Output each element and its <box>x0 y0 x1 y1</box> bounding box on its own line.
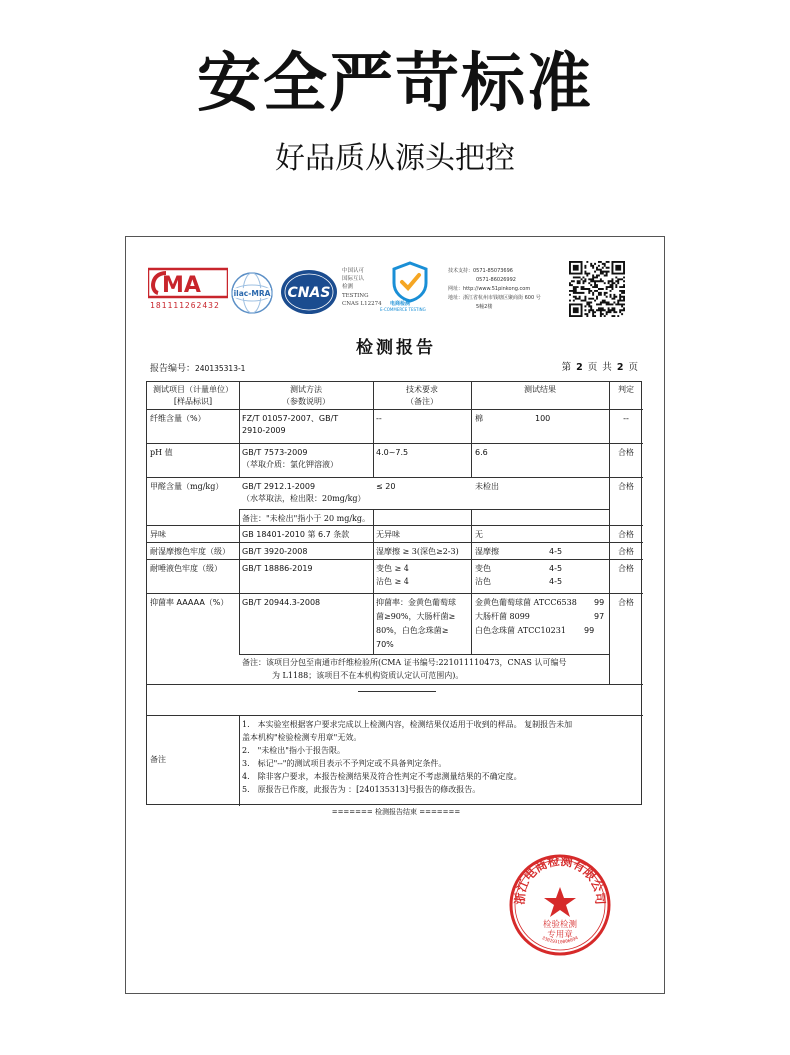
row-rubbing-result-label: 湿摩擦 <box>475 547 499 556</box>
row-ph-item: pH 值 <box>150 448 173 457</box>
header-item: 测试项目（计量单位） <box>153 385 233 394</box>
row-antibacterial-result-value-3: 99 <box>584 626 595 635</box>
header-judgment: 判定 <box>618 385 634 394</box>
headline: 安全严苛标准 <box>197 47 593 121</box>
row-antibacterial-req-2: 菌≥90%，大肠杆菌≥ <box>376 612 456 621</box>
row-formaldehyde-method-2: （水萃取法，检出限：20mg/kg） <box>242 494 366 503</box>
ecommerce-testing-sublabel: E-COMMERCE TESTING <box>380 307 426 312</box>
results-table <box>146 381 642 805</box>
svg-text:33019310006694: 33019310006694 <box>540 935 580 946</box>
row-ph-method: GB/T 7573-2009 <box>242 448 308 457</box>
remark-3: 3. 标记"--"的测试项目表示不予判定或不具备判定条件。 <box>242 759 447 768</box>
row-formaldehyde-req: ≤ 20 <box>376 482 396 491</box>
row-saliva-method: GB/T 18886-2019 <box>242 564 313 573</box>
row-formaldehyde-note: 备注："未检出"指小于 20 mg/kg。 <box>242 514 370 523</box>
page-indicator: 第 2 页 共 2 页 <box>561 362 638 373</box>
svg-text:浙江电商检测有限公司: 浙江电商检测有限公司 <box>512 853 608 906</box>
row-fiber-req: -- <box>376 414 382 423</box>
remark-4: 4. 除非客户要求，本报告检测结果及符合性判定不考虑测量结果的不确定度。 <box>242 772 522 781</box>
row-formaldehyde-method: GB/T 2912.1-2009 <box>242 482 316 491</box>
row-antibacterial-result-label-3: 白色念珠菌 ATCC10231 <box>475 626 566 635</box>
separator-line <box>358 691 436 692</box>
row-antibacterial-result-value-1: 99 <box>594 598 605 607</box>
header-method: 测试方法 <box>290 385 322 394</box>
header-requirement: 技术要求 <box>406 385 438 394</box>
row-odor-method: GB 18401-2010 第 6.7 条款 <box>242 530 350 539</box>
row-saliva-item: 耐唾液色牢度（级） <box>150 564 222 573</box>
row-saliva-result-label-2: 沾色 <box>475 577 491 586</box>
report-title: 检测报告 <box>356 338 436 358</box>
remark-1: 1. 本实验室根据客户要求完成以上检测内容，检测结果仅适用于收到的样品。 复制报告未加 <box>242 720 573 729</box>
ecommerce-testing-logo <box>388 261 432 303</box>
remarks-label: 备注 <box>150 755 166 764</box>
row-fiber-result-value: 100 <box>535 414 551 423</box>
row-saliva-result-value-2: 4-5 <box>549 577 563 586</box>
row-odor-req: 无异味 <box>376 530 400 539</box>
ecommerce-testing-label: 电商检测 <box>390 301 411 307</box>
row-fiber-result-label: 棉 <box>475 414 483 423</box>
row-antibacterial-item: 抑菌率 AAAAA（%） <box>150 598 229 607</box>
report-number: 报告编号：240135313-1 <box>150 364 246 374</box>
report-end-marker: ======= 检测报告结束 ======= <box>331 808 461 816</box>
header-requirement-sub: （备注） <box>406 397 438 406</box>
row-saliva-req-2: 沾色 ≥ 4 <box>376 577 409 586</box>
row-antibacterial-req-4: 70% <box>376 640 394 649</box>
svg-text:专用章: 专用章 <box>547 930 573 940</box>
row-odor-result: 无 <box>475 530 483 539</box>
row-ph-result: 6.6 <box>475 448 488 457</box>
svg-text:CNAS: CNAS <box>287 285 331 301</box>
official-seal-stamp <box>508 853 612 957</box>
row-antibacterial-result-label-1: 金黄色葡萄球菌 ATCC6538 <box>475 598 577 607</box>
row-odor-judgment: 合格 <box>618 530 634 539</box>
lab-contact-info: 技术支持：0571-85073696 0571-86026992 网址：http://www.51pinkong.com 地址：浙江省杭州市钱塘区聚商街 600 号 5幢2楼 <box>448 268 541 310</box>
row-ph-judgment: 合格 <box>618 448 634 457</box>
cnas-accreditation-text: 中国认可 国际互认 检测 TESTING CNAS L12274 <box>342 268 382 307</box>
row-antibacterial-note-2: 为 L1188；该项目不在本机构资质认定认可范围内)。 <box>272 671 464 680</box>
row-fiber-judgment: -- <box>623 414 629 423</box>
test-report-document <box>125 236 665 994</box>
header-item-sub: [样品标识] <box>173 397 213 406</box>
svg-text:ilac-MRA: ilac-MRA <box>233 289 271 298</box>
row-rubbing-result-value: 4-5 <box>549 547 563 556</box>
row-rubbing-method: GB/T 3920-2008 <box>242 547 308 556</box>
row-formaldehyde-item: 甲醛含量（mg/kg） <box>150 482 224 491</box>
row-formaldehyde-judgment: 合格 <box>618 482 634 491</box>
cma-certificate-number: 181111262432 <box>150 301 220 310</box>
subheadline: 好品质从源头把控 <box>275 141 515 176</box>
row-fiber-method-2: 2910-2009 <box>242 426 286 435</box>
row-odor-item: 异味 <box>150 530 166 539</box>
remark-1-cont: 盖本机构"检验检测专用章"无效。 <box>242 733 362 742</box>
remark-2: 2. "未检出"指小于报告限。 <box>242 746 345 755</box>
row-ph-method-2: （萃取介质：氯化钾溶液） <box>242 460 338 469</box>
row-antibacterial-method: GB/T 20944.3-2008 <box>242 598 321 607</box>
cnas-logo <box>280 269 338 315</box>
row-saliva-req-1: 变色 ≥ 4 <box>376 564 409 573</box>
row-antibacterial-note-1: 备注：该项目分包至南通市纤维检验所(CMA 证书编号:221011110473，CNAS 认可编号 <box>242 658 567 667</box>
qr-code[interactable] <box>569 261 625 317</box>
row-saliva-judgment: 合格 <box>618 564 634 573</box>
remark-5: 5. 原报告已作废，此报告为 ：[240135313]号报告的修改报告。 <box>242 785 481 794</box>
row-fiber-item: 纤维含量（%） <box>150 414 206 423</box>
row-rubbing-judgment: 合格 <box>618 547 634 556</box>
row-ph-req: 4.0~7.5 <box>376 448 409 457</box>
row-saliva-result-value-1: 4-5 <box>549 564 563 573</box>
ilac-mra-logo <box>230 271 274 315</box>
row-antibacterial-result-label-2: 大肠杆菌 8099 <box>475 612 530 621</box>
header-result: 测试结果 <box>524 385 556 394</box>
row-antibacterial-req-1: 抑菌率：金黄色葡萄球 <box>376 598 456 607</box>
svg-text:MA: MA <box>162 273 201 298</box>
row-fiber-method: FZ/T 01057-2007、GB/T <box>242 414 339 423</box>
row-rubbing-item: 耐湿摩擦色牢度（级） <box>150 547 230 556</box>
header-method-sub: （参数说明） <box>282 397 330 406</box>
row-saliva-result-label-1: 变色 <box>475 564 491 573</box>
row-rubbing-req: 湿摩擦 ≥ 3(深色≥2-3) <box>376 547 459 556</box>
row-antibacterial-judgment: 合格 <box>618 598 634 607</box>
row-antibacterial-req-3: 80%，白色念珠菌≥ <box>376 626 449 635</box>
svg-text:检验检测: 检验检测 <box>542 920 578 930</box>
row-antibacterial-result-value-2: 97 <box>594 612 605 621</box>
row-formaldehyde-result: 未检出 <box>475 482 499 491</box>
